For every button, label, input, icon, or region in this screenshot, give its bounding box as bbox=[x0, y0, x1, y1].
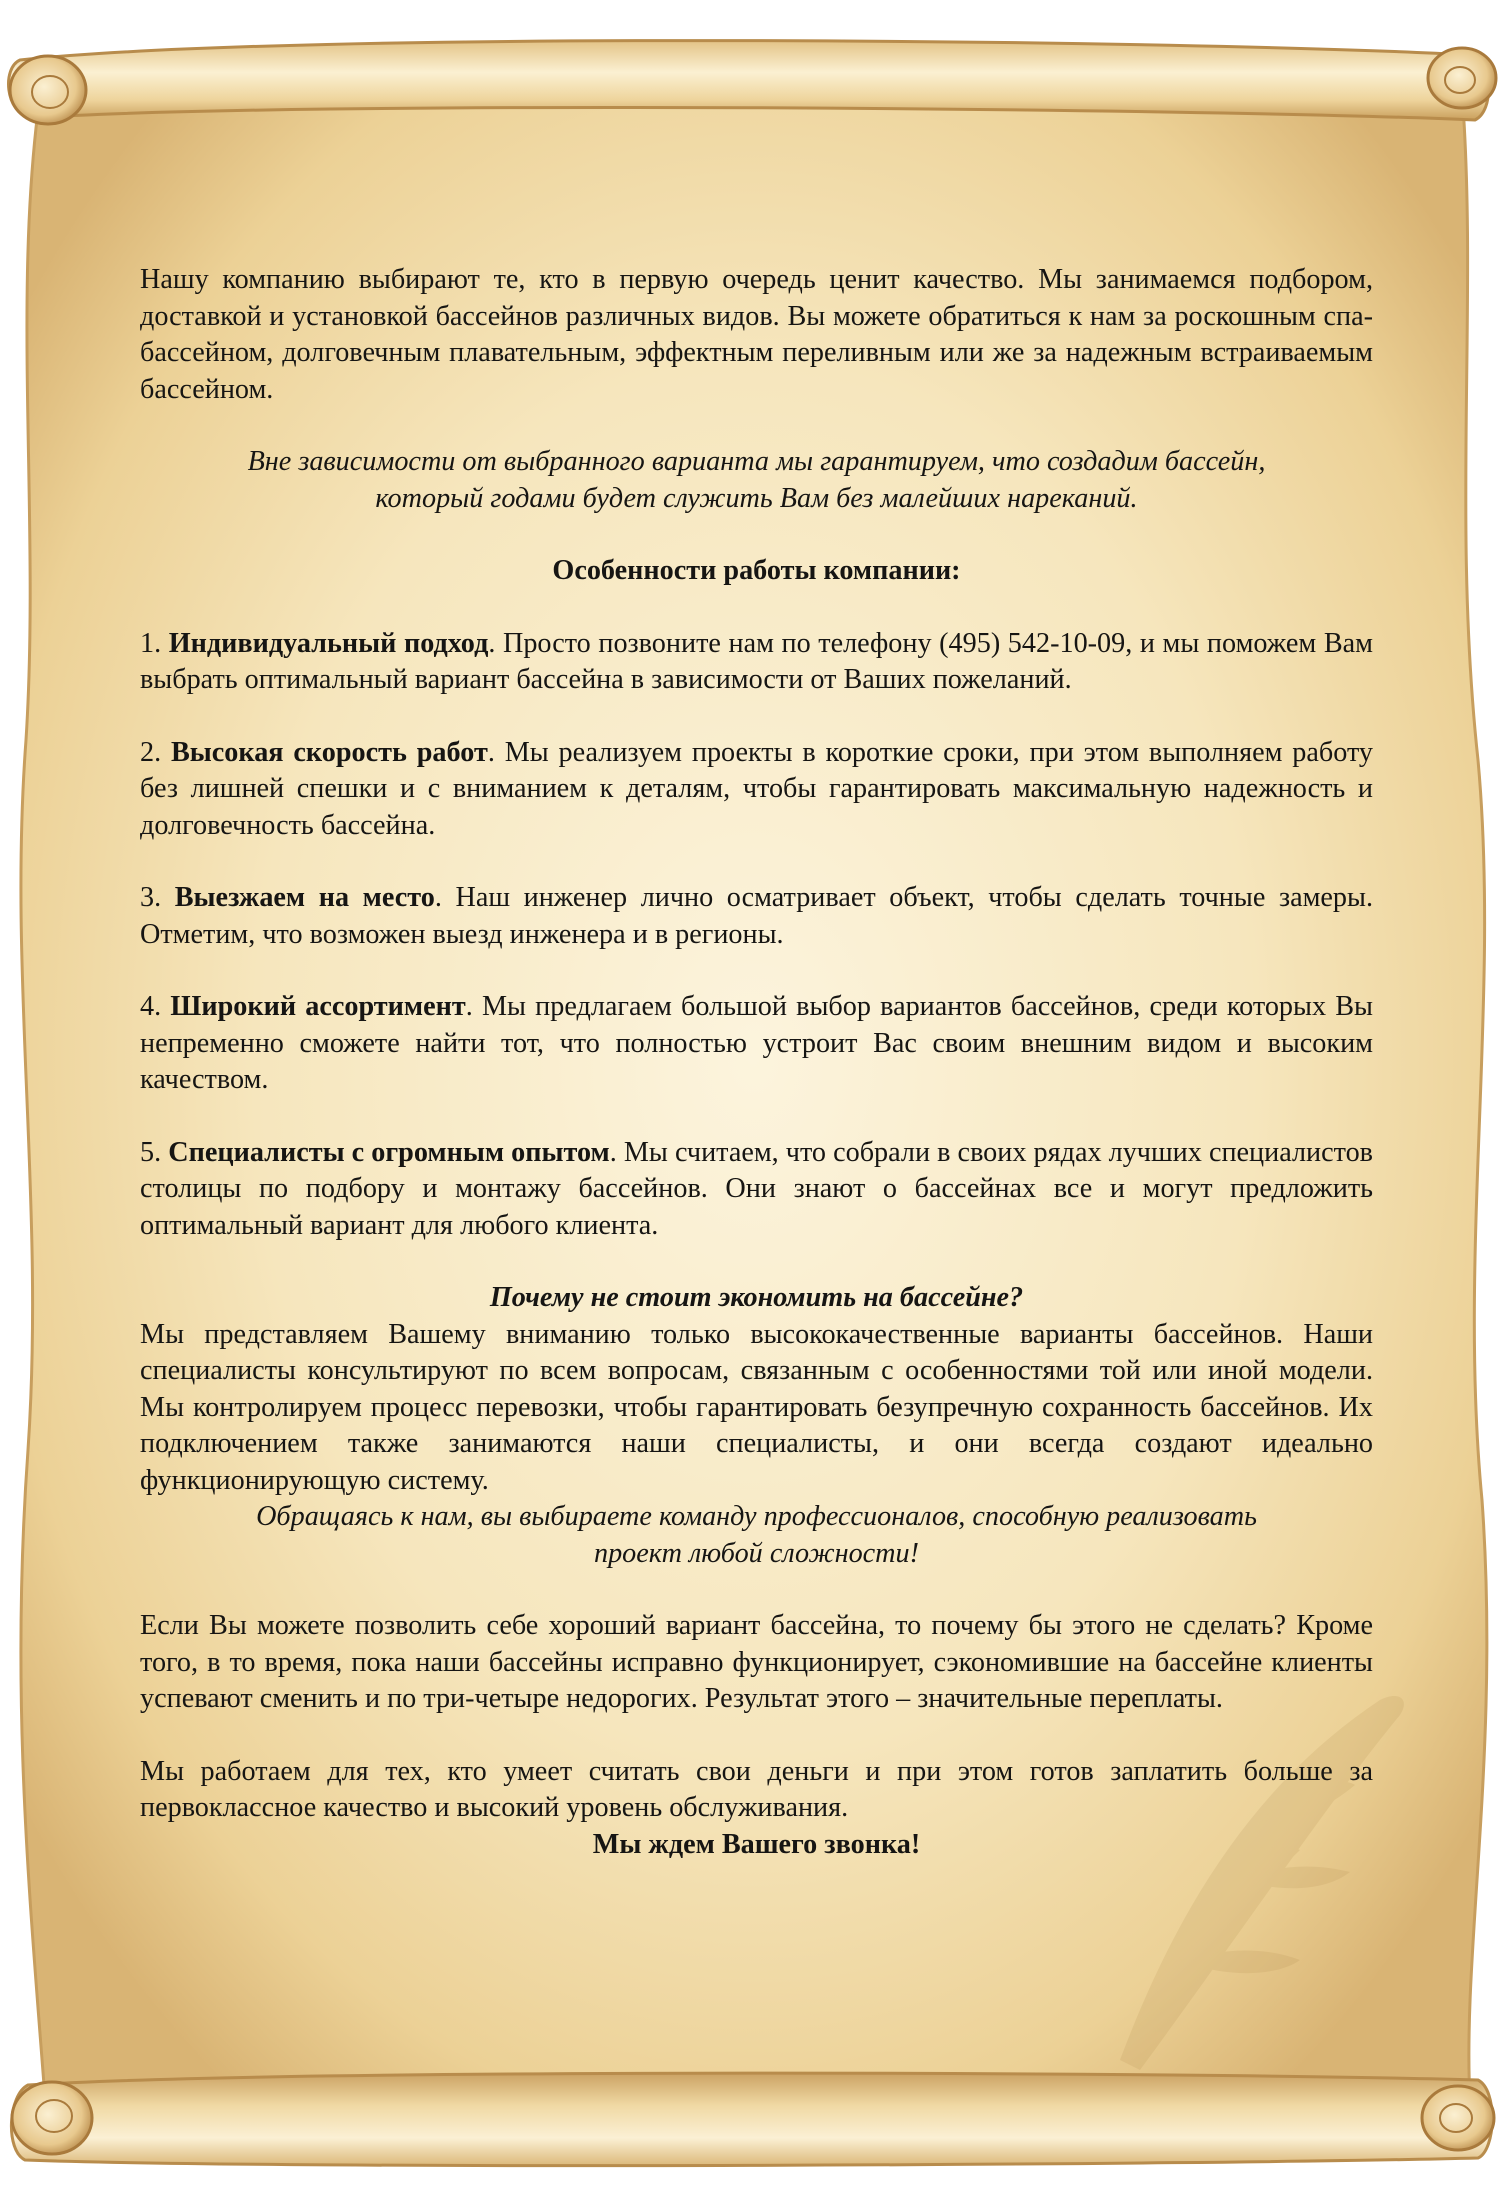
feature-item-2: 2. Высокая скорость работ. Мы реализуем проекты в короткие сроки, при этом выполняем работу без лишней спешки и с вниманием к деталям, чтобы гарантировать максимальную надежность и долговечность бассейна. bbox=[140, 736, 1373, 841]
feature-title: Индивидуальный подход bbox=[168, 627, 489, 659]
call-to-action: Мы ждем Вашего звонка! bbox=[592, 1828, 921, 1860]
why-paragraph: Мы представляем Вашему вниманию только высококачественные варианты бассейнов. Наши специалисты консультируют по всем вопросам, связанным с особенностями той или иной модели. Мы контролируем процесс перевозки, чтобы гарантировать безупречную сохранность бассейнов. Их подключением также занимаются наши специалисты, и они всегда создают идеально функционирующую систему. bbox=[140, 1318, 1373, 1496]
features-heading: Особенности работы компании: bbox=[552, 555, 961, 586]
feature-item-1: 1. Индивидуальный подход. Просто позвоните нам по телефону (495) 542-10-09, и мы поможем Вам выбрать оптимальный вариант бассейна в зависимости от Ваших пожеланий. bbox=[140, 627, 1373, 695]
bottom-right-curl bbox=[1422, 2086, 1494, 2150]
team-quote-line-2: проект любой сложности! bbox=[593, 1537, 920, 1569]
afford-paragraph: Если Вы можете позволить себе хороший вариант бассейна, то почему бы этого не сделать? Кроме того, в то время, пока наши бассейны исправно функционирует, сэкономившие на бассейне клиенты успевают сменить и по три-четыре недорогих. Результат этого – значительные переплаты. bbox=[140, 1610, 1373, 1714]
team-quote-line-1: Обращаясь к нам, вы выбираете команду профессионалов, способную реализовать bbox=[256, 1501, 1257, 1532]
feature-title: Выезжаем на место bbox=[174, 882, 435, 913]
feature-title: Высокая скорость работ bbox=[170, 736, 488, 768]
top-right-curl bbox=[1428, 48, 1496, 108]
feature-title: Специалисты с огромным опытом bbox=[168, 1136, 610, 1168]
bottom-left-curl bbox=[12, 2082, 92, 2154]
feature-item-5: 5. Специалисты с огромным опытом. Мы считаем, что собрали в своих рядах лучших специалистов столицы по подбору и монтажу бассейнов. Они знают о бассейнах все и могут предложить оптимальный вариант для любого клиента. bbox=[140, 1136, 1373, 1241]
intro-paragraph: Нашу компанию выбирают те, кто в первую очередь ценит качество. Мы занимаемся подбором, доставкой и установкой бассейнов различных видов. Вы можете обратиться к нам за роскошным спа-бассейном, долговечным плавательным, эффектным переливным или же за надежным встраиваемым бассейном. bbox=[140, 264, 1373, 405]
top-roll bbox=[9, 41, 1489, 120]
why-heading: Почему не стоит экономить на бассейне? bbox=[489, 1282, 1024, 1313]
guarantee-line-1: Вне зависимости от выбранного варианта мы гарантируем, что создадим бассейн, bbox=[247, 446, 1266, 477]
document-body bbox=[140, 262, 1373, 1863]
top-left-curl bbox=[10, 56, 86, 124]
feature-title: Широкий ассортимент bbox=[170, 991, 466, 1022]
feature-item-3: 3. Выезжаем на место. Наш инженер лично осматривает объект, чтобы сделать точные замеры. Отметим, что возможен выезд инженера и в регионы. bbox=[140, 882, 1374, 950]
closing-paragraph: Мы работаем для тех, кто умеет считать свои деньги и при этом готов заплатить больше за первоклассное качество и высокий уровень обслуживания. bbox=[140, 1755, 1373, 1823]
guarantee-line-2: который годами будет служить Вам без малейших нареканий. bbox=[375, 482, 1138, 514]
feature-item-4: 4. Широкий ассортимент. Мы предлагаем большой выбор вариантов бассейнов, среди которых Вы непременно сможете найти тот, что полностью устроит Вас своим внешним видом и высоким качеством. bbox=[140, 991, 1374, 1095]
bottom-roll bbox=[11, 2073, 1492, 2166]
